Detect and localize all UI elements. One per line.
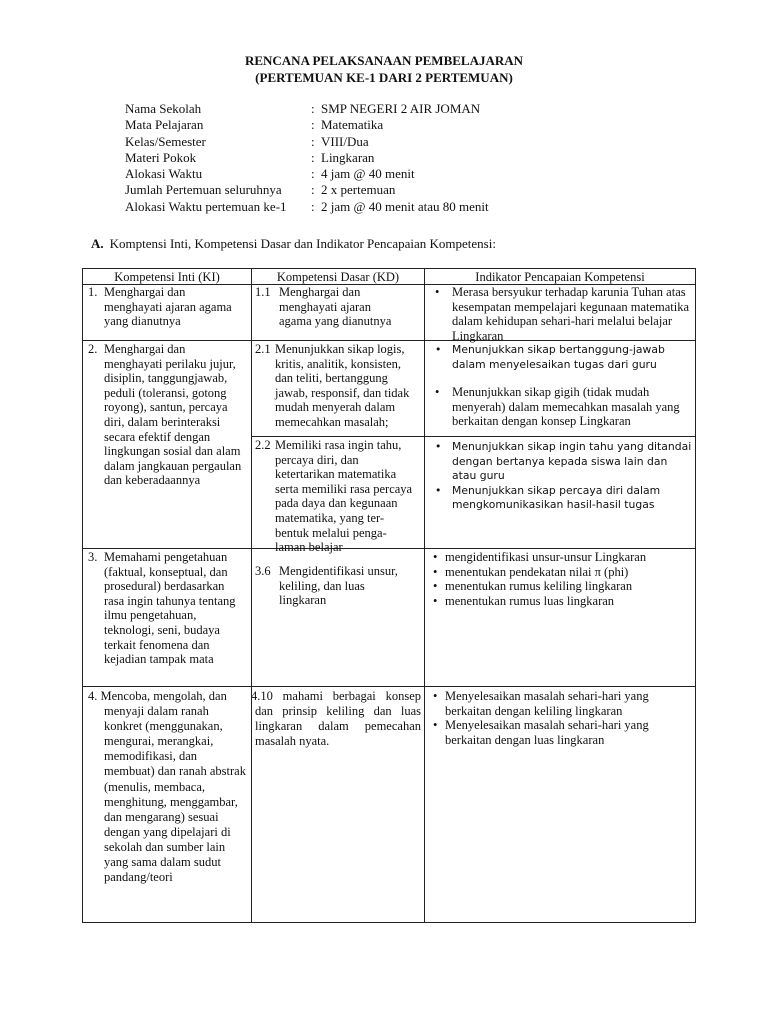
identity-block <box>125 101 489 215</box>
info-row: Jumlah Pertemuan seluruhnya : 2 x pertemuan <box>125 182 396 198</box>
table-column-divider <box>251 268 252 923</box>
kd-2-1: 2.1 Menunjukkan sikap logis, kritis, analitik, konsisten, dan teliti, bertanggung jawab, responsif, dan tidak mudah menyerah dalam memecahkan masalah; <box>255 342 410 429</box>
table-border-bottom <box>82 922 696 923</box>
ki-3: 3. Memahami pengetahuan (faktual, konseptual, dan prosedural) berdasarkan rasa ingin tahunya tentang ilmu pengetahuan, teknologi, seni, budaya terkait fenomena dan kejadian tampak mata <box>88 550 236 667</box>
info-row: Mata Pelajaran : Matematika <box>125 117 384 133</box>
kd-2-2: 2.2 Memiliki rasa ingin tahu, percaya diri, dan ketertarikan matematika serta memiliki rasa percaya pada daya dan kegunaan matematika, yang ter-bentuk melalui penga-laman belajar <box>255 438 413 555</box>
kd-4-10: 4.10 mahami berbagai konsep dan prinsip keliling dan luas lingkaran dalam pemecahan masalah nyata. <box>251 689 421 749</box>
indicator-kd21-a <box>432 343 694 372</box>
list-item: • menentukan rumus luas lingkaran <box>433 593 615 608</box>
indicator-kd410 <box>432 689 694 747</box>
kd-3-6: 3.6 Mengidentifikasi unsur, keliling, dan luas lingkaran <box>255 564 398 608</box>
table-border-left <box>82 268 83 923</box>
header-ki: Kompetensi Inti (KI) <box>114 270 220 284</box>
table-row-divider <box>82 686 696 687</box>
info-row: Alokasi Waktu pertemuan ke-1 : 2 jam @ 40 menit atau 80 menit <box>125 198 489 214</box>
indicator-ki1 <box>432 285 694 343</box>
ki-1: 1. Menghargai dan menghayati ajaran agama yang dianutnya <box>88 285 232 329</box>
header-kd: Kompetensi Dasar (KD) <box>276 270 400 284</box>
ki-4: 4. Mencoba, mengolah, dan menyaji dalam ranah konkret (menggunakan, mengurai, merangkai, memodifikasi, dan membuat) dan ranah abstrak (menulis, membaca, menghitung, menggambar, dan mengarang) sesuai dengan yang dipelajari di sekolah dan sumber lain yang sama dalam sudut pandang/teori <box>88 689 246 885</box>
indicator-kd22 <box>432 440 694 513</box>
header-indikator: Indikator Pencapaian Kompetensi <box>475 270 645 284</box>
table-border-top <box>82 268 696 269</box>
table-column-divider <box>424 268 425 923</box>
list-item: • Merasa bersyukur terhadap karunia Tuhan atas kesempatan mempelajari kegunaan matematika dalam kehidupan sehari-hari melalui belajar Lingkaran <box>435 285 690 343</box>
list-item: • Menyelesaikan masalah sehari-hari yang berkaitan dengan keliling lingkaran <box>433 689 649 718</box>
list-item: • menentukan rumus keliling lingkaran <box>433 579 633 594</box>
list-item: • Menunjukkan sikap gigih (tidak mudah menyerah) dalam memecahkan masalah yang berkaitan dengan konsep Lingkaran <box>435 385 680 429</box>
page-title: RENCANA PELAKSANAAN PEMBELAJARAN <box>244 53 524 68</box>
list-item: • Menunjukkan sikap percaya diri dalam mengkomunikasikan hasil-hasil tugas <box>435 483 661 512</box>
info-row: Kelas/Semester : VIII/Dua <box>125 133 369 149</box>
list-item: • mengidentifikasi unsur-unsur Lingkaran <box>433 550 647 564</box>
indicator-kd21-b <box>432 385 694 429</box>
info-row: Nama Sekolah : SMP NEGERI 2 AIR JOMAN <box>125 101 481 116</box>
indicator-kd36 <box>432 550 694 608</box>
list-item: • Menunjukkan sikap bertanggung-jawab dalam menyelesaikan tugas dari guru <box>435 343 665 371</box>
ki-2: 2. Menghargai dan menghayati perilaku jujur, disiplin, tanggungjawab, peduli (toleransi, gotong royong), santun, percaya diri, dalam berinteraksi secara efektif dengan lingkungan sosial dan alam dalam jangkauan pergaulan dan keberadaannya <box>88 342 242 488</box>
table-row-divider <box>251 436 696 437</box>
info-row: Alokasi Waktu : 4 jam @ 40 menit <box>125 166 415 182</box>
page-subtitle: (PERTEMUAN KE-1 DARI 2 PERTEMUAN) <box>255 70 513 85</box>
section-heading: A. Komptensi Inti, Kompetensi Dasar dan Indikator Pencapaian Kompetensi: <box>91 236 496 251</box>
list-item: • menentukan pendekatan nilai π (phi) <box>433 564 629 579</box>
table-border-right <box>695 268 696 923</box>
info-row: Materi Pokok : Lingkaran <box>125 149 375 165</box>
kd-1-1: 1.1 Menghargai dan menghayati ajaran agama yang dianutnya <box>255 285 392 329</box>
list-item: • Menyelesaikan masalah sehari-hari yang berkaitan dengan luas lingkaran <box>433 718 649 747</box>
list-item: • Menunjukkan sikap ingin tahu yang ditandai dengan bertanya kepada siswa lain dan atau guru <box>435 440 692 483</box>
